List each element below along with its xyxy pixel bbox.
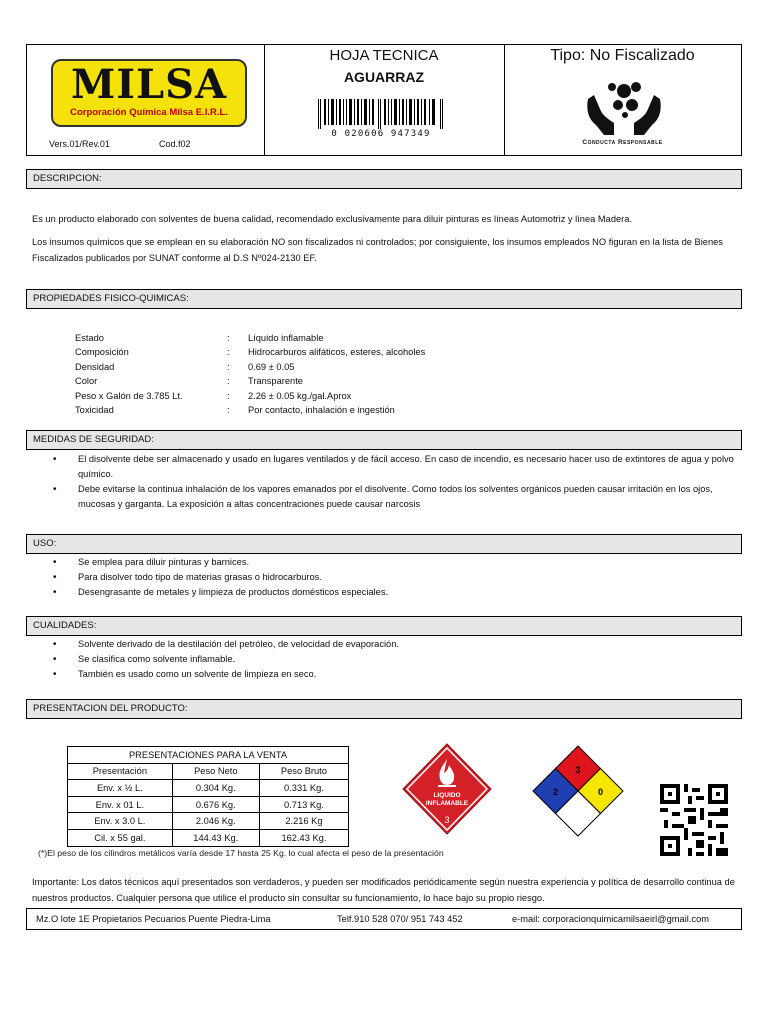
- section-uso-heading: USO:: [26, 534, 742, 554]
- doc-title: HOJA TECNICA: [329, 47, 439, 64]
- conducta-label: Conducta Responsable: [582, 139, 663, 146]
- importante-text: Importante: Los datos técnicos aquí presentados son verdaderos, y pueden ser modificados periódicamente según nuestra experiencia y política de desarrollo continua de nuestros productos. Cualquier persona que utilice el producto sin consultar su funcionamiento, lo hace bajo su propio riesgo.: [32, 877, 735, 903]
- table-title: PRESENTACIONES PARA LA VENTA: [68, 747, 349, 764]
- list-item: • Solvente derivado de la destilación del petróleo, de velocidad de evaporación.: [53, 637, 743, 652]
- footer-email: e-mail: corporacionquimicamilsaeirl@gmail.com: [512, 914, 709, 924]
- table-cell: 0.331 Kg.: [259, 780, 348, 797]
- table-header-row: [68, 763, 349, 780]
- prop-value: 2.26 ± 0.05 kg./gal.Aprox: [248, 390, 352, 401]
- list-item: • Debe evitarse la continua inhalación de los vapores emanados por el disolvente. Como todos los solventes orgánicos pueden causar irritación en los ojos, mucosas y garganta. La exposición a altas concentraciones puede causar narcosis: [53, 482, 743, 512]
- uso-list: [53, 555, 743, 600]
- table-cell: Cil. x 55 gal.: [68, 829, 173, 846]
- list-item: • El disolvente debe ser almacenado y usado en lugares ventilados y de fácil acceso. En caso de incendio, es necesario hacer uso de extintores de agua y polvo químico.: [53, 452, 743, 482]
- barcode-number: 0 020606 947349: [331, 129, 431, 139]
- tipo-cell: [504, 45, 741, 155]
- list-item: • También es usado como un solvente de limpieza en seco.: [53, 667, 743, 682]
- prop-value: Por contacto, inhalación e ingestión: [248, 405, 395, 416]
- section-propiedades-heading: PROPIEDADES FISICO-QUIMICAS:: [26, 289, 742, 309]
- table-cell: 144.43 Kg.: [172, 829, 259, 846]
- table-cell: 2.046 Kg.: [172, 813, 259, 830]
- prop-value: Transparente: [248, 376, 303, 387]
- table-cell: Env. x ½ L.: [68, 780, 173, 797]
- section-presentacion-heading: PRESENTACION DEL PRODUCTO:: [26, 699, 742, 719]
- table-row: [68, 796, 349, 813]
- footer-phone: Telf.910 528 070/ 951 743 452: [337, 914, 463, 924]
- seguridad-list: [53, 452, 743, 512]
- nfpa-diamond-icon: [532, 745, 624, 837]
- prop-label: Peso x Galón de 3.785 Lt.: [75, 390, 183, 401]
- nfpa-fire: 3: [575, 765, 581, 775]
- cualidades-list: [53, 637, 743, 682]
- table-cell: 0.713 Kg.: [259, 796, 348, 813]
- section-seguridad-heading: MEDIDAS DE SEGURIDAD:: [26, 430, 742, 450]
- table-cell: Env. x 3.0 L.: [68, 813, 173, 830]
- title-cell: [264, 45, 505, 155]
- presentation-table: [67, 746, 349, 847]
- hazard-label-line2: INFLAMABLE: [425, 800, 469, 807]
- list-item: • Para disolver todo tipo de materias grasas o hidrocarburos.: [53, 570, 743, 585]
- table-cell: 2.216 Kg: [259, 813, 348, 830]
- code-label: Cod.f02: [159, 139, 191, 149]
- product-name: AGUARRAZ: [343, 69, 425, 85]
- prop-value: Hidrocarburos alifáticos, esteres, alcoholes: [248, 347, 426, 358]
- version-label: Vers.01/Rev.01: [49, 139, 110, 149]
- list-item: • Desengrasante de metales y limpieza de productos domésticos especiales.: [53, 585, 743, 600]
- column-header: Presentación: [68, 763, 173, 780]
- prop-values: [248, 331, 548, 417]
- nfpa-reactivity: 0: [597, 787, 604, 797]
- logo-text: MILSA: [70, 61, 228, 108]
- header-box: [26, 44, 742, 156]
- prop-labels: [75, 331, 225, 417]
- table-row: [68, 813, 349, 830]
- table-cell: 162.43 Kg.: [259, 829, 348, 846]
- table-cell: Env. x 01 L.: [68, 796, 173, 813]
- descripcion-p2: Los insumos químicos que se emplean en su elaboración NO son fiscalizados ni controlados; por consiguiente, los insumos empleados NO figuran en la lista de Bienes Fiscalizados publicados por SUNAT conforme al D.S Nº024-2130 EF.: [32, 237, 723, 263]
- prop-label: Color: [75, 376, 98, 387]
- hazard-class: 3: [444, 815, 450, 825]
- footer-bar: [26, 908, 742, 930]
- logo-subtitle: Corporación Química Milsa E.I.R.L.: [70, 107, 228, 118]
- section-cualidades-heading: CUALIDADES:: [26, 616, 742, 636]
- footer-address: Mz.O lote 1E Propietarios Pecuarios Puente Piedra-Lima: [36, 914, 271, 924]
- section-descripcion-heading: DESCRIPCION:: [26, 169, 742, 189]
- prop-label: Densidad: [75, 361, 115, 372]
- prop-value: 0.69 ± 0.05: [248, 361, 295, 372]
- tipo-label: Tipo: No Fiscalizado: [550, 47, 695, 64]
- flammable-liquid-icon: [402, 743, 492, 835]
- table-row: [68, 780, 349, 797]
- table-cell: 0.304 Kg.: [172, 780, 259, 797]
- barcode-icon: [316, 99, 446, 129]
- prop-value: Líquido inflamable: [248, 333, 324, 343]
- descripcion-p1: Es un producto elaborado con solventes de buena calidad, recomendado exclusivamente para diluir pinturas es líneas Automotriz y línea Madera.: [32, 214, 633, 224]
- table-row: [68, 829, 349, 846]
- prop-label: Estado: [75, 333, 104, 343]
- prop-label: Toxicidad: [75, 405, 114, 416]
- prop-colons: : : : : : :: [227, 333, 230, 416]
- logo-cell: [27, 45, 265, 155]
- column-header: Peso Bruto: [259, 763, 348, 780]
- list-item: • Se emplea para diluir pinturas y barnices.: [53, 555, 743, 570]
- list-item: • Se clasifica como solvente inflamable.: [53, 652, 743, 667]
- table-cell: 0.676 Kg.: [172, 796, 259, 813]
- qr-code-icon: [660, 784, 728, 856]
- hazard-label-line1: LIQUIDO: [433, 792, 461, 799]
- nfpa-health: 2: [552, 787, 559, 797]
- responsible-care-icon: [584, 79, 664, 137]
- weight-note: (*)El peso de los cilindros metálicos varía desde 17 hasta 25 Kg. lo cual afecta el peso de la presentación: [38, 848, 444, 858]
- prop-label: Composición: [75, 347, 129, 358]
- column-header: Peso Neto: [172, 763, 259, 780]
- milsa-logo: [51, 59, 247, 127]
